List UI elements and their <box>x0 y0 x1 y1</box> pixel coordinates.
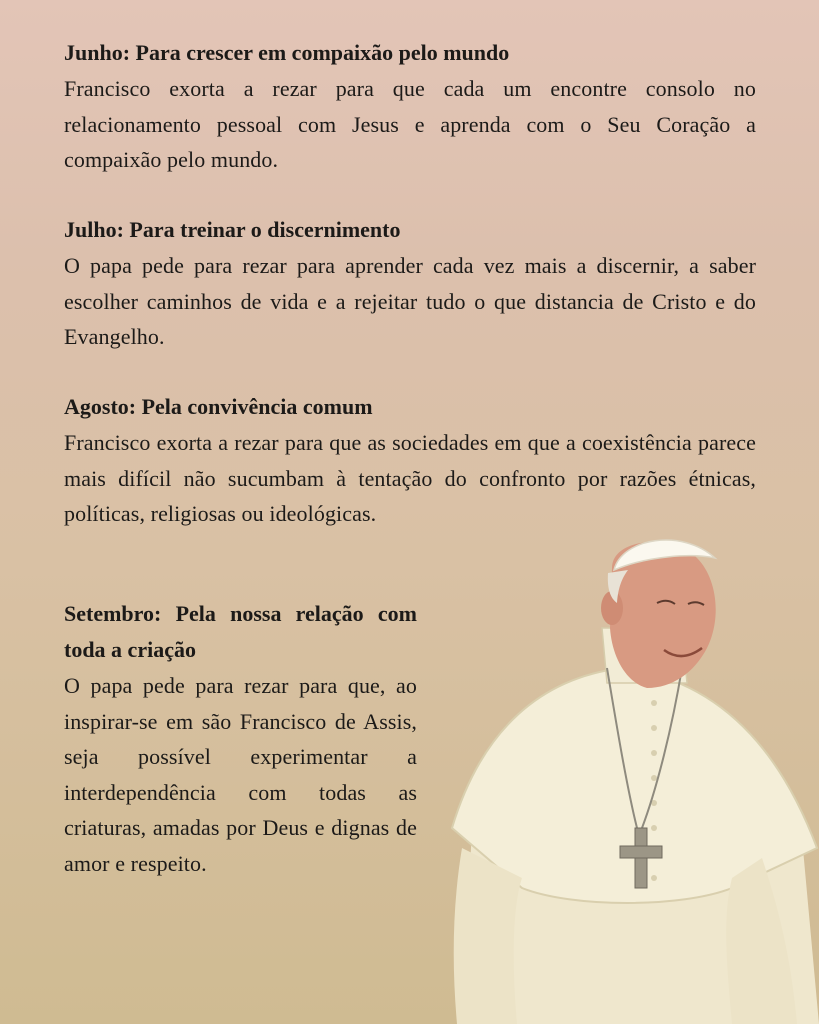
section-agosto <box>64 389 756 532</box>
section-julho <box>64 212 756 355</box>
section-text: O papa pede para rezar para que, ao inspirar-se em são Francisco de Assis, seja possível experimentar a interdependência com todas as criaturas, amadas por Deus e dignas de amor e respeito. <box>64 673 417 876</box>
section-title: Setembro: Pela nossa relação com toda a criação <box>64 601 417 662</box>
section-junho <box>64 35 756 178</box>
section-title: Agosto: Pela convivência comum <box>64 394 373 419</box>
section-text: O papa pede para rezar para aprender cada vez mais a discernir, a saber escolher caminhos de vida e a rejeitar tudo o que distancia de Cristo e do Evangelho. <box>64 253 756 349</box>
section-text: Francisco exorta a rezar para que as sociedades em que a coexistência parece mais difícil não sucumbam à tentação do confronto por razões étnicas, políticas, religiosas ou ideológicas. <box>64 430 756 526</box>
section-text: Francisco exorta a rezar para que cada um encontre consolo no relacionamento pessoal com Jesus e aprenda com o Seu Coração a compaixão pelo mundo. <box>64 76 756 172</box>
sleeve-left <box>454 848 522 1024</box>
section-title: Julho: Para treinar o discernimento <box>64 217 401 242</box>
pope-photo <box>432 528 819 1024</box>
section-title: Junho: Para crescer em compaixão pelo mundo <box>64 40 510 65</box>
section-setembro <box>64 596 417 881</box>
